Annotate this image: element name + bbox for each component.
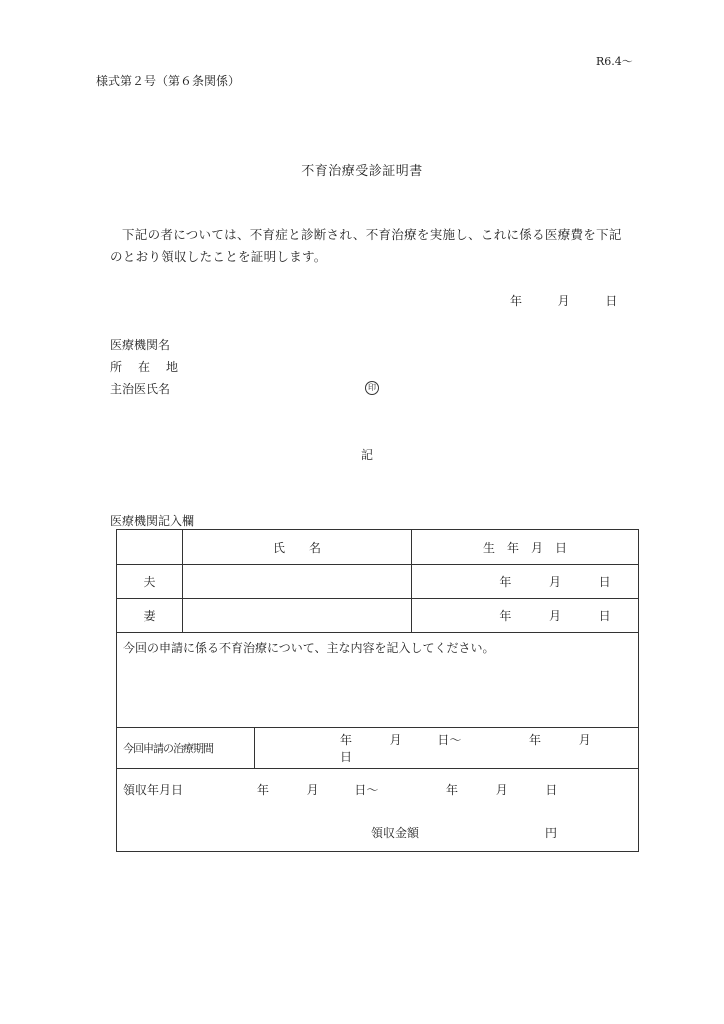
day-label: 日	[598, 575, 611, 589]
treatment-content-label: 今回の申請に係る不育治療について、主な内容を記入してください。	[123, 641, 495, 655]
ki-heading: 記	[360, 448, 373, 462]
receipt-date-label: 領収年月日	[123, 783, 184, 797]
institution-name-label: 医療機関名	[110, 338, 171, 352]
header-blank-cell	[117, 530, 183, 565]
treatment-period-label: 今回申請の治療期間	[117, 728, 255, 769]
month-label: 月	[549, 575, 562, 589]
institution-entry-section-label: 医療機関記入欄	[110, 514, 195, 528]
treatment-period-row	[117, 728, 639, 769]
table-row	[117, 565, 639, 599]
header-name: 氏 名	[183, 530, 412, 565]
month-label: 月	[306, 783, 319, 797]
year-label: 年	[499, 575, 512, 589]
month-label: 月	[389, 733, 402, 747]
month-label: 月	[557, 294, 570, 308]
receipt-cell[interactable]	[117, 769, 639, 852]
month-label: 月	[578, 733, 591, 747]
row-label-wife: 妻	[117, 599, 183, 633]
receipt-row	[117, 769, 639, 852]
seal-mark: 印	[365, 381, 379, 395]
treatment-period-field[interactable]	[255, 728, 639, 769]
year-label: 年	[529, 733, 542, 747]
document-title: 不育治療受診証明書	[301, 164, 423, 179]
year-label: 年	[257, 783, 270, 797]
year-label: 年	[446, 783, 459, 797]
doctor-name-label: 主治医氏名	[110, 382, 171, 396]
yen-label: 円	[545, 826, 558, 840]
table-row	[117, 599, 639, 633]
record-table	[116, 529, 639, 852]
certification-statement: 下記の者については、不育症と診断され、不育治療を実施し、これに係る医療費を下記のとおり領収したことを証明します。	[110, 227, 622, 264]
treatment-content-field[interactable]	[117, 633, 639, 728]
certification-date	[510, 292, 617, 309]
row-label-husband: 夫	[117, 565, 183, 599]
receipt-date-range	[257, 781, 557, 798]
receipt-amount-label: 領収金額	[371, 826, 420, 840]
year-label: 年	[499, 609, 512, 623]
year-label: 年	[510, 294, 523, 308]
husband-birthdate-field[interactable]	[412, 565, 639, 599]
header-birthdate: 生 年 月 日	[412, 530, 639, 565]
day-label: 日	[598, 609, 611, 623]
month-label: 月	[495, 783, 508, 797]
wife-birthdate-field[interactable]	[412, 599, 639, 633]
wife-name-field[interactable]	[183, 599, 412, 633]
table-header-row	[117, 530, 639, 565]
day-from-label: 日〜	[354, 783, 379, 797]
day-from-label: 日〜	[437, 733, 462, 747]
revision-label: R6.4〜	[596, 55, 633, 68]
address-label: 所 在 地	[110, 360, 181, 374]
day-label: 日	[340, 750, 353, 764]
husband-name-field[interactable]	[183, 565, 412, 599]
year-label: 年	[340, 733, 353, 747]
treatment-content-row	[117, 633, 639, 728]
day-label: 日	[605, 294, 618, 308]
form-number: 様式第２号（第６条関係）	[96, 74, 241, 88]
day-label: 日	[545, 783, 558, 797]
month-label: 月	[549, 609, 562, 623]
